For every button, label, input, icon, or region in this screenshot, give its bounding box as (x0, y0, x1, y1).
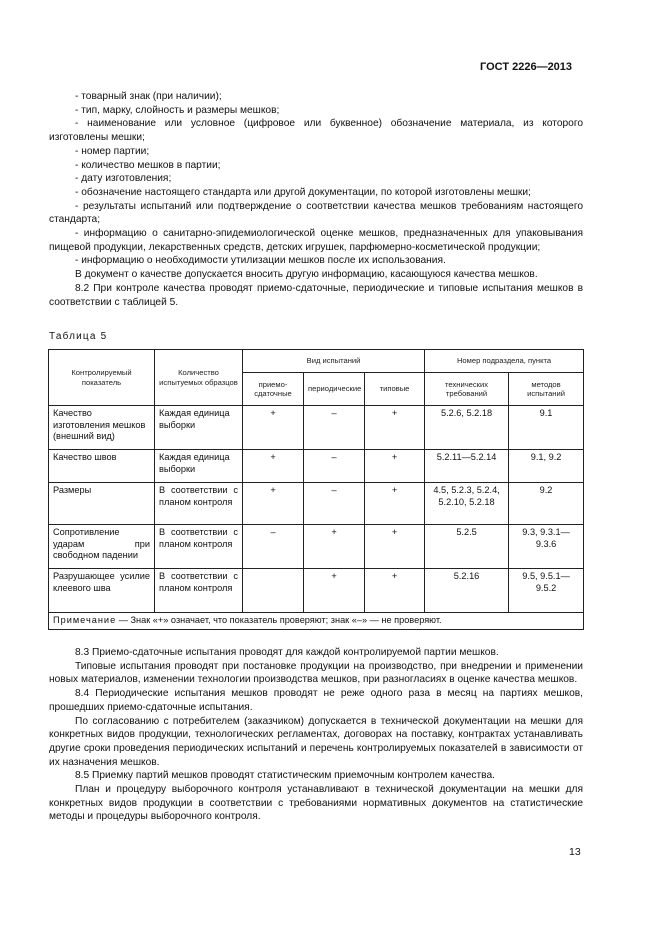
cell-tech: 5.2.5 (425, 525, 509, 569)
paragraph: - количество мешков в партии; (75, 159, 221, 171)
cell-type: + (365, 525, 425, 569)
header-indicator: Контролируемый показатель (49, 350, 155, 406)
header-quantity: Количество испытуемых образцов (155, 350, 243, 406)
cell-indicator: Качество швов (49, 450, 155, 483)
paragraph: План и процедуру выборочного контроля устанавливают в технической документации на мешки для конкретных видов продукции в соответствии с требованиями нормативных документов на статистические методы и процедуры выборочного контроля. (49, 784, 583, 823)
cell-type: + (365, 483, 425, 525)
cell-acceptance: + (243, 483, 304, 525)
cell-quantity: В соответствии с планом контроля (155, 525, 243, 569)
paragraph: 8.3 Приемо-сдаточные испытания проводят для каждой контролируемой партии мешков. (75, 647, 499, 658)
header-periodic: периодические (304, 373, 365, 406)
cell-tech: 5.2.11—5.2.14 (425, 450, 509, 483)
header-methods: методов испытаний (509, 373, 584, 406)
cell-indicator: Размеры (49, 483, 155, 525)
header-section: Номер подраздела, пункта (425, 350, 584, 373)
cell-acceptance (243, 569, 304, 613)
cell-periodic: + (304, 569, 365, 613)
table-row (49, 450, 584, 483)
table-note-row (49, 613, 584, 630)
paragraph: 8.2 При контроле качества проводят приемо-сдаточные, периодические и типовые испытания мешков в соответствии с таблицей 5. (49, 282, 583, 308)
table-row (49, 525, 584, 569)
cell-type: + (365, 569, 425, 613)
paragraph: По согласованию с потребителем (заказчиком) допускается в технической документации на мешки для конкретных видов продукции, технологических регламентах, договорах на поставку, контрактах устанавливать другие сроки проведения периодических испытаний и перечень контролируемых показателей в зависимости от их назначения мешков. (49, 715, 583, 768)
page-number: 13 (569, 846, 581, 858)
table-row (49, 569, 584, 613)
paragraph: В документ о качестве допускается вносить другую информацию, касающуюся качества мешков. (75, 269, 538, 281)
paragraph: - наименование или условное (цифровое или буквенное) обозначение материала, из которого изготовлены мешки; (49, 118, 583, 144)
paragraph: - обозначение настоящего стандарта или другой документации, по которой изготовлены мешки; (75, 186, 531, 198)
cell-method: 9.1, 9.2 (509, 450, 584, 483)
paragraph: 8.4 Периодические испытания мешков проводят не реже одного раза в месяц на партиях мешков, прошедших приемо-сдаточные испытания. (49, 688, 583, 713)
paragraph: - информацию о необходимости утилизации мешков после их использования. (75, 255, 446, 267)
cell-quantity: Каждая единица выборки (155, 406, 243, 450)
table-note (49, 613, 584, 630)
table-row (49, 406, 584, 450)
paragraph: - результаты испытаний или подтверждение о соответствии качества мешков требованиям настоящего стандарта; (49, 200, 583, 226)
cell-periodic: – (304, 406, 365, 450)
cell-acceptance: – (243, 525, 304, 569)
cell-periodic: – (304, 450, 365, 483)
cell-acceptance: + (243, 406, 304, 450)
paragraph: - номер партии; (75, 145, 150, 157)
paragraph: 8.5 Приемку партий мешков проводят статистическим приемочным контролем качества. (75, 770, 495, 782)
cell-quantity: В соответствии с планом контроля (155, 569, 243, 613)
cell-tech: 4.5, 5.2.3, 5.2.4, 5.2.10, 5.2.18 (425, 483, 509, 525)
header-test-kind: Вид испытаний (243, 350, 425, 373)
top-text-block (49, 90, 583, 309)
cell-method: 9.2 (509, 483, 584, 525)
header-type: типовые (365, 373, 425, 406)
cell-indicator: Качество изготовления мешков (внешний вид) (49, 406, 155, 450)
cell-method: 9.1 (509, 406, 584, 450)
cell-quantity: В соответствии с планом контроля (155, 483, 243, 525)
header-tech-req: технических требований (425, 373, 509, 406)
cell-tech: 5.2.16 (425, 569, 509, 613)
note-label: Примечание (53, 615, 117, 625)
table-row (49, 483, 584, 525)
document-header: ГОСТ 2226—2013 (480, 61, 573, 73)
paragraph: Типовые испытания проводят при постановке продукции на производство, при внедрении и применении новых материалов, изменении технологии производства мешков, при разногласиях в оценке качества мешков. (49, 660, 583, 686)
cell-periodic: + (304, 525, 365, 569)
bottom-text-block (49, 646, 583, 824)
cell-method: 9.5, 9.5.1—9.5.2 (509, 569, 584, 613)
cell-acceptance: + (243, 450, 304, 483)
cell-tech: 5.2.6, 5.2.18 (425, 406, 509, 450)
paragraph: - информацию о санитарно-эпидемиологической оценке мешков, предназначенных для упаковывания пищевой продукции, лекарственных средств, детских игрушек, парфюмерно-косметической продукции; (49, 228, 583, 253)
cell-type: + (365, 450, 425, 483)
paragraph: - товарный знак (при наличии); (75, 91, 222, 102)
paragraph: - тип, марку, слойность и размеры мешков; (75, 104, 280, 116)
cell-type: + (365, 406, 425, 450)
note-text: — Знак «+» означает, что показатель проверяют; знак «–» — не проверяют. (118, 615, 442, 625)
cell-method: 9.3, 9.3.1—9.3.6 (509, 525, 584, 569)
header-acceptance: приемо-сдаточные (243, 373, 304, 406)
cell-indicator: Сопротивление ударам при свободном падении (49, 525, 155, 569)
table-caption: Таблица 5 (49, 331, 108, 342)
cell-quantity: Каждая единица выборки (155, 450, 243, 483)
table-5 (48, 349, 584, 630)
paragraph: - дату изготовления; (75, 173, 172, 185)
cell-periodic: – (304, 483, 365, 525)
cell-indicator: Разрушающее усилие клеевого шва (49, 569, 155, 613)
